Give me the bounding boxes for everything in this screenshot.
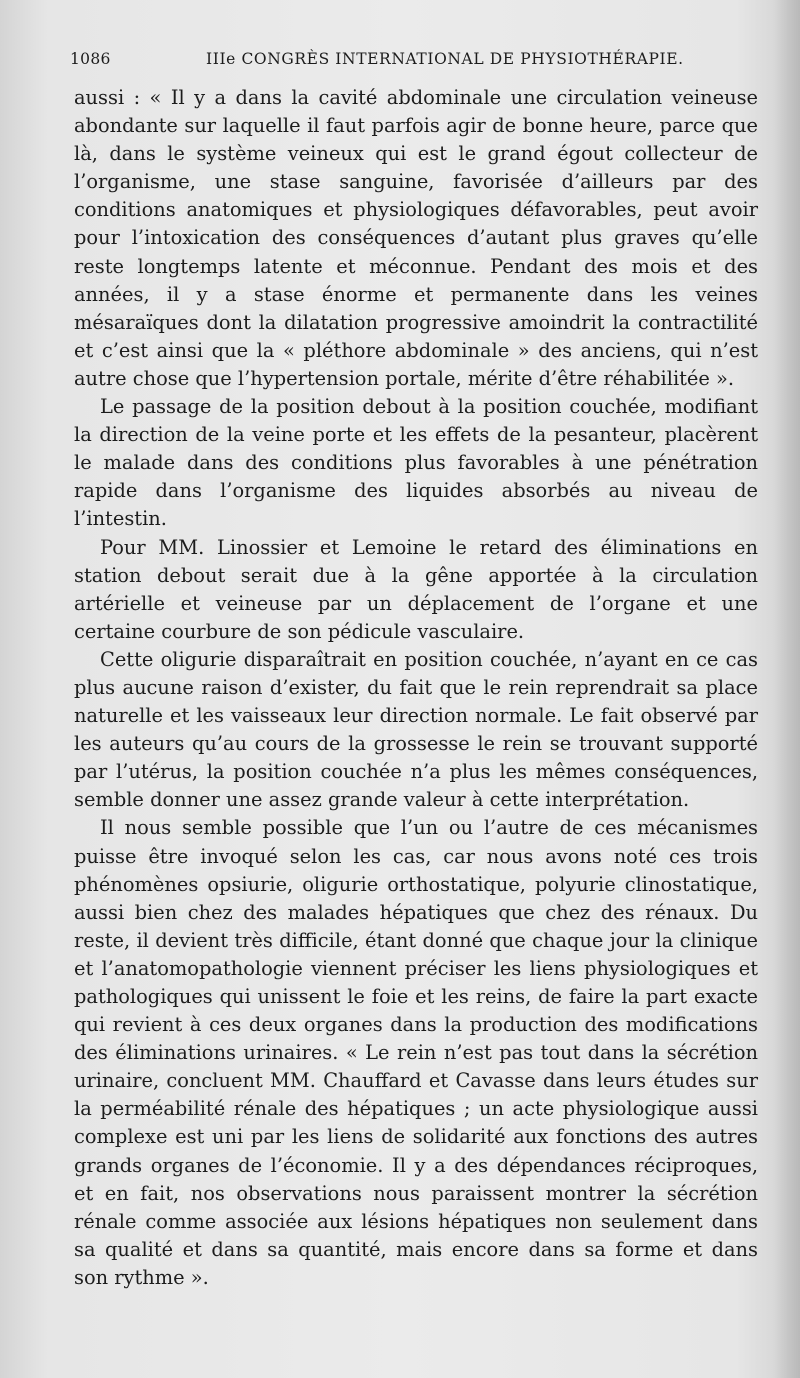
- running-title: IIIe CONGRÈS INTERNATIONAL DE PHYSIOTHÉRAPIE.: [206, 50, 684, 68]
- paragraph-3: Pour MM. Linossier et Lemoine le retard des éliminations en station debout serait due à la gêne apportée à la circulation artérielle et veineuse par un déplacement de l’organe et une certaine courbure de son pédicule vasculaire.: [74, 535, 758, 643]
- paragraph-4: Cette oligurie disparaîtrait en position couchée, n’ayant en ce cas plus aucune raison d’exister, du fait que le rein reprendrait sa place naturelle et les vaisseaux leur direction normale. Le fait observé par les auteurs qu’au cours de la grossesse le rein se trouvant supporté par l’utérus, la position couchée n’a plus les mêmes conséquences, semble donner une assez grande valeur à cette interprétation.: [74, 647, 758, 812]
- paragraph-2: Le passage de la position debout à la position couchée, modifiant la direction de la veine porte et les effets de la pesanteur, placèrent le malade dans des conditions plus favorables à une pénétration rapide dans l’organisme des liquides absorbés au niveau de l’intestin.: [74, 395, 758, 531]
- page-number: 1086: [70, 50, 111, 68]
- paragraph-5: Il nous semble possible que l’un ou l’autre de ces mécanismes puisse être invoqué selon les cas, car nous avons noté ces trois phénomènes opsiurie, oligurie orthostatique, polyurie clinostatique, aussi bien chez des malades hépatiques que chez des rénaux. Du reste, il devient très difficile, étant donné que chaque jour la clinique et l’anatomopathologie viennent préciser les liens physiologiques et pathologiques qui unissent le foie et les reins, de faire la part exacte qui revient à ces deux organes dans la production des modifications des éliminations urinaires. « Le rein n’est pas tout dans la sécrétion urinaire, concluent MM. Chauffard et Cavasse dans leurs études sur la perméabilité rénale des hépatiques ; un acte physiologique aussi complexe est uni par les liens de solidarité aux fonctions des autres grands organes de l’économie. Il y a des dépendances réciproques, et en fait, nos observations nous paraissent montrer la sécrétion rénale comme associée aux lésions hépatiques non seulement dans sa qualité et dans sa quantité, mais encore dans sa forme et dans son rythme ».: [74, 816, 758, 1289]
- running-header: [70, 50, 760, 74]
- page-edge-shadow: [774, 0, 800, 1378]
- paragraph-1: aussi : « Il y a dans la cavité abdominale une circulation veineuse abondante sur laquelle il faut parfois agir de bonne heure, parce que là, dans le système veineux qui est le grand égout collecteur de l’organisme, une stase sanguine, favorisée d’ailleurs par des conditions anatomiques et physiologiques défavorables, peut avoir pour l’intoxication des conséquences d’autant plus graves qu’elle reste longtemps latente et méconnue. Pendant des mois et des années, il y a stase énorme et permanente dans les veines mésaraïques dont la dilatation progressive amoindrit la contractilité et c’est ainsi que la « pléthore abdominale » des anciens, qui n’est autre chose que l’hypertension portale, mérite d’être réhabilitée ».: [74, 86, 758, 390]
- body-text: [74, 84, 758, 1292]
